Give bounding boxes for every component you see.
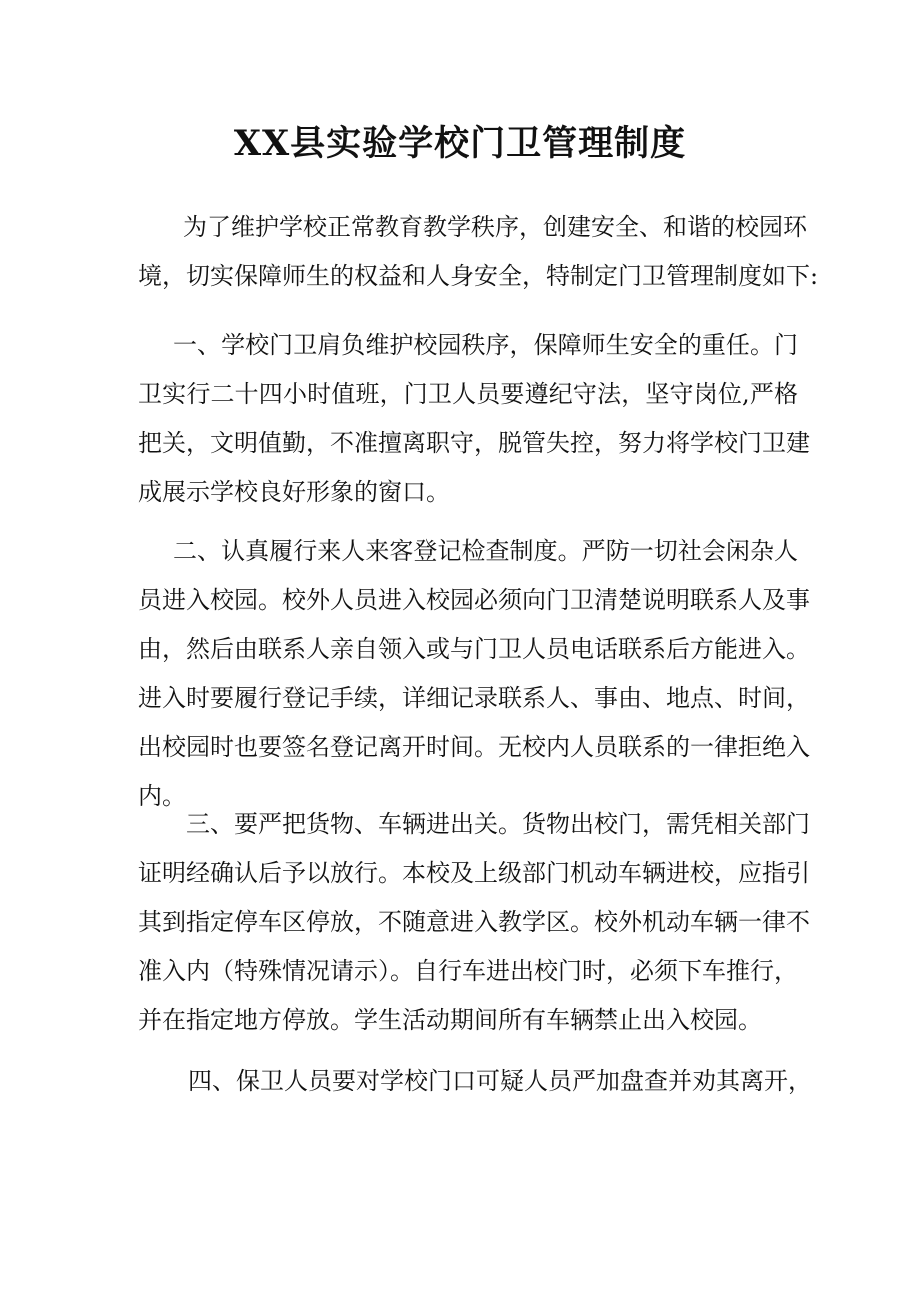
section-4-paragraph (138, 1057, 812, 1106)
paragraph-line: 卫实行二十四小时值班，门卫人员要遵纪守法，坚守岗位,严格 (138, 380, 798, 408)
paragraph-line: 为了维护学校正常教育教学秩序，创建安全、和谐的校园环 (183, 213, 807, 241)
paragraph-line: 准入内（特殊情况请示）。自行车进出校门时，必须下车推行， (138, 957, 798, 985)
section-3-paragraph (138, 800, 810, 1045)
paragraph-line: 进入时要履行登记手续，详细记录联系人、事由、地点、时间， (138, 684, 810, 712)
intro-paragraph (138, 203, 819, 301)
paragraph-line: 三、要严把货物、车辆进出关。货物出校门，需凭相关部门 (186, 810, 810, 838)
paragraph-line: 境，切实保障师生的权益和人身安全，特制定门卫管理制度如下: (138, 262, 819, 290)
paragraph-line: 内。 (138, 782, 186, 810)
paragraph-line: 并在指定地方停放。学生活动期间所有车辆禁止出入校园。 (138, 1006, 762, 1034)
document-title: XX县实验学校门卫管理制度 (233, 123, 687, 164)
paragraph-line: 一、学校门卫肩负维护校园秩序，保障师生安全的重任。门 (173, 331, 798, 359)
paragraph-line: 成展示学校良好形象的窗口。 (138, 478, 450, 506)
paragraph-line: 由，然后由联系人亲自领入或与门卫人员电话联系后方能进入。 (138, 635, 810, 663)
paragraph-line: 把关，文明值勤，不准擅离职守，脱管失控，努力将学校门卫建 (138, 429, 810, 457)
paragraph-line: 其到指定停车区停放，不随意进入教学区。校外机动车辆一律不 (138, 908, 810, 936)
paragraph-line: 员进入校园。校外人员进入校园必须向门卫清楚说明联系人及事 (138, 586, 810, 614)
section-1-paragraph (138, 321, 810, 517)
paragraph-line: 四、保卫人员要对学校门口可疑人员严加盘查并劝其离开， (188, 1067, 812, 1095)
paragraph-line: 证明经确认后予以放行。本校及上级部门机动车辆进校，应指引 (138, 859, 810, 887)
section-2-paragraph (138, 527, 810, 821)
paragraph-line: 二、认真履行来人来客登记检查制度。严防一切社会闲杂人 (173, 537, 798, 565)
paragraph-line: 出校园时也要签名登记离开时间。无校内人员联系的一律拒绝入 (138, 733, 810, 761)
